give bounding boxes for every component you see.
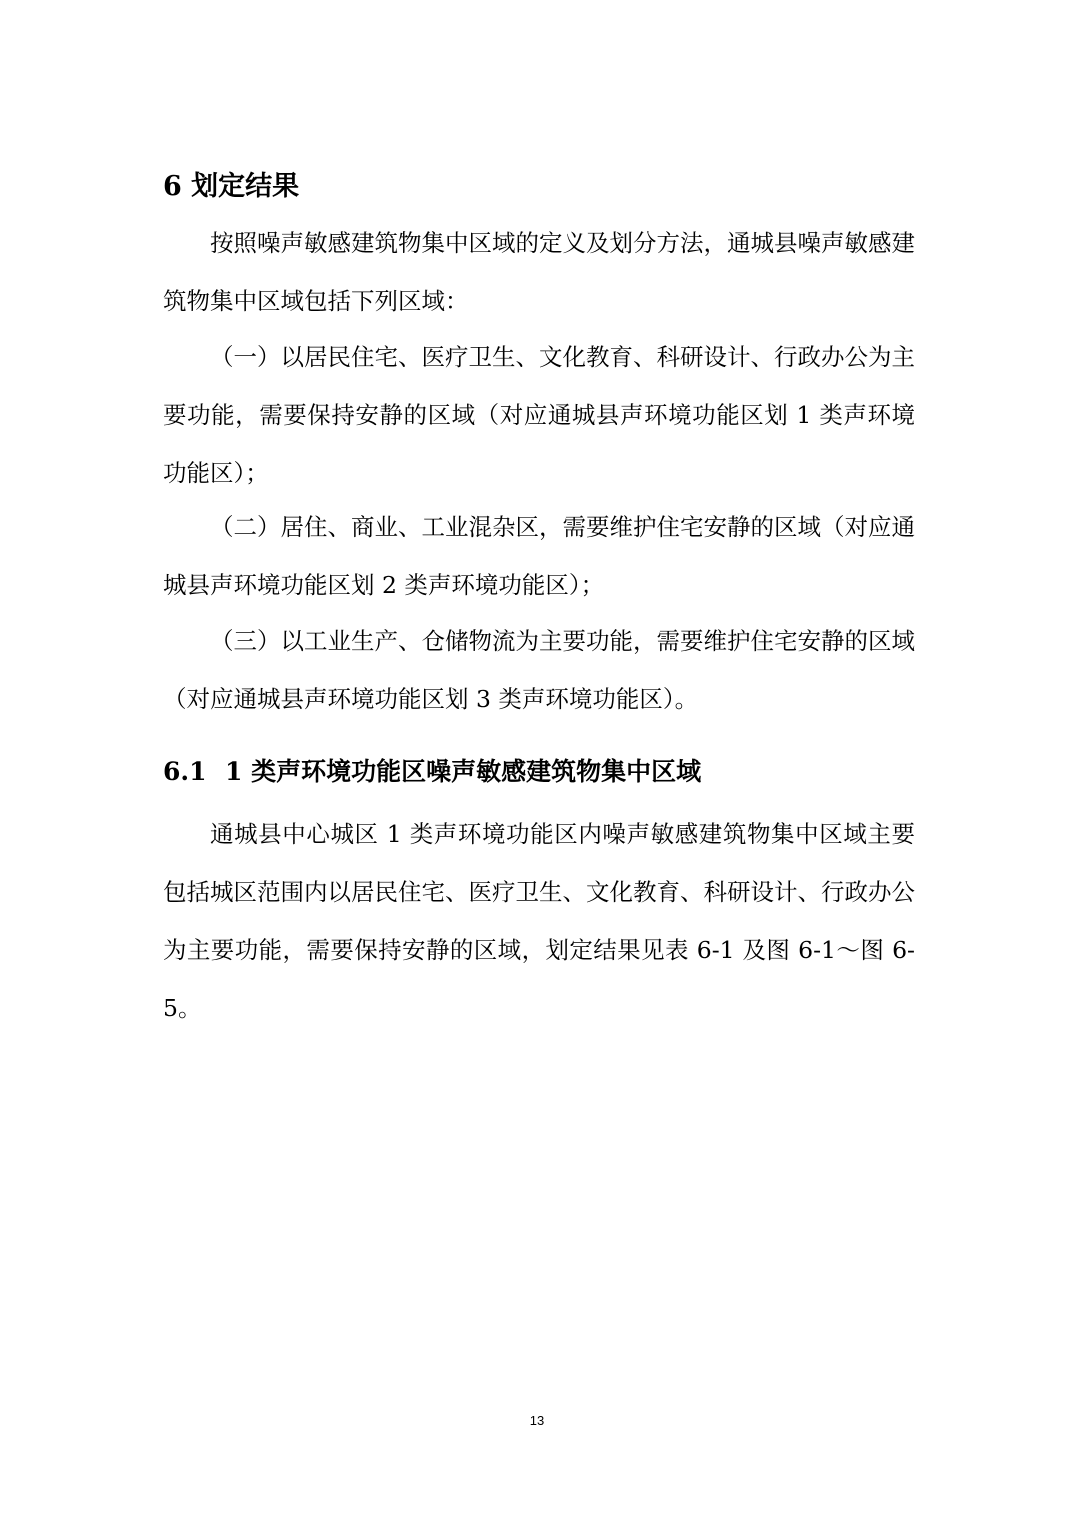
section-heading: 6 划定结果 xyxy=(163,171,300,202)
list-item-3: （三）以工业生产、仓储物流为主要功能，需要维护住宅安静的区域（对应通城县声环境功能区划 3 类声环境功能区）。 xyxy=(163,627,915,713)
subsection-body: 通城县中心城区 1 类声环境功能区内噪声敏感建筑物集中区域主要包括城区范围内以居民住宅、医疗卫生、文化教育、科研设计、行政办公为主要功能，需要保持安静的区域，划定结果见表 6-1 及图 6-1～图 6-5。 xyxy=(163,820,915,1022)
page-number: 13 xyxy=(529,1413,545,1428)
subsection-heading xyxy=(163,754,701,790)
subsection-title: 1 类声环境功能区噪声敏感建筑物集中区域 xyxy=(225,757,702,786)
intro-paragraph: 按照噪声敏感建筑物集中区域的定义及划分方法，通城县噪声敏感建筑物集中区域包括下列区域： xyxy=(163,229,915,315)
subsection-number: 6.1 xyxy=(163,757,207,786)
list-item-1: （一）以居民住宅、医疗卫生、文化教育、科研设计、行政办公为主要功能，需要保持安静的区域（对应通城县声环境功能区划 1 类声环境功能区）； xyxy=(163,343,915,487)
list-item-2: （二）居住、商业、工业混杂区，需要维护住宅安静的区域（对应通城县声环境功能区划 2 类声环境功能区）； xyxy=(163,513,915,599)
